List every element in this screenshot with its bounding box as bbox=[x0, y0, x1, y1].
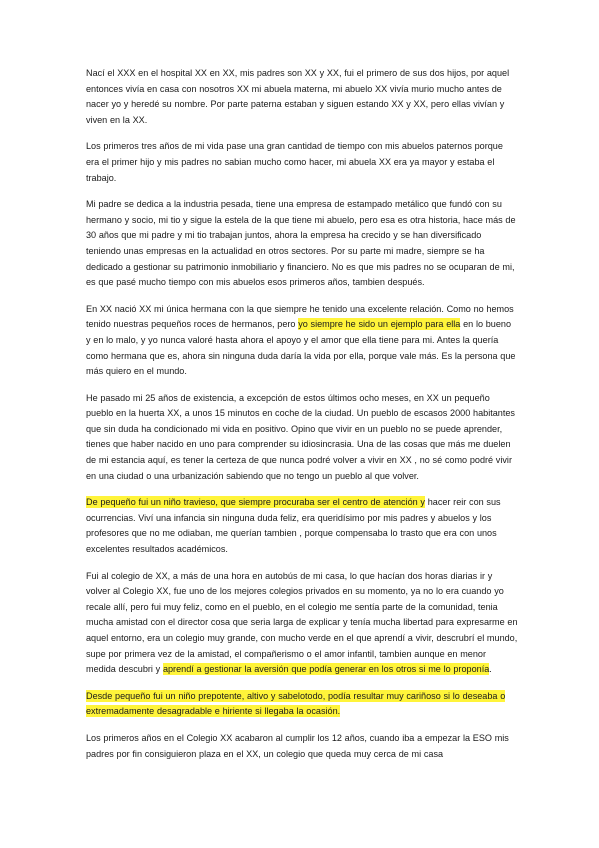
text-segment: Los primeros años en el Colegio XX acabaron al cumplir los 12 años, cuando iba a empezar la ESO mis padres por fin consiguieron plaza en el XX, un colegio que queda muy cerca de mi casa bbox=[86, 732, 509, 759]
highlighted-text: yo siempre he sido un ejemplo para ella bbox=[298, 319, 461, 330]
paragraph bbox=[86, 139, 518, 186]
text-segment: Fui al colegio de XX, a más de una hora en autobús de mi casa, lo que hacían dos horas diarias ir y volver al Colegio XX, fue uno de los mejores colegios privados en su momento, ya no lo era cuando yo recale allí, pero fui muy feliz, como en el pueblo, en el colegio me sentía parte de la comunidad, tenia mucha amistad con el director cosa que seria larga de explicar y tenía mucha libertad para expresarme en aquel entorno, era un colegio muy grande, con mucho verde en el que aprendí a vivir, descrubrí el mundo, supe por primera vez de la amistad, el compañerismo o el amor infantil, tambien aunque en menor medida descubri y bbox=[86, 570, 518, 675]
text-segment: Los primeros tres años de mi vida pase una gran cantidad de tiempo con mis abuelos paternos porque era el primer hijo y mis padres no sabian mucho como hacer, mi abuela XX era ya mayor y estaba el trabajo. bbox=[86, 141, 503, 183]
highlighted-text: Desde pequeño fui un niño prepotente, altivo y sabelotodo, podía resultar muy cariñoso si lo deseaba o extremadamente desagradable e hiriente si llegaba la ocasión. bbox=[86, 690, 506, 717]
paragraph bbox=[86, 689, 518, 720]
highlighted-text: De pequeño fui un niño travieso, que siempre procuraba ser el centro de atención y bbox=[86, 497, 425, 508]
text-segment: en lo bueno y en lo malo, y yo nunca valoré hasta ahora el apoyo y el amor que ella tiene para mi. Antes la quería como hermana que es, ahora sin ninguna duda daría la vida por ella, porque vale más. Es la persona que más quiero en el mundo. bbox=[86, 319, 516, 377]
paragraph bbox=[86, 731, 518, 762]
paragraph bbox=[86, 495, 518, 557]
paragraph bbox=[86, 197, 518, 291]
document-body bbox=[86, 66, 518, 773]
paragraph bbox=[86, 302, 518, 380]
highlighted-text: aprendí a gestionar la aversión que podía generar en los otros si me lo proponía bbox=[162, 664, 490, 675]
paragraph bbox=[86, 391, 518, 485]
text-segment: He pasado mi 25 años de existencia, a excepción de estos últimos ocho meses, en XX un pequeño pueblo en la huerta XX, a unos 15 minutos en coche de la ciudad. Un pueblo de escasos 2000 habitantes que sin duda ha condicionado mi vida en positivo. Opino que vivir en un pueblo no se puede aprender, tienes que haber nacido en uno para comprender su idiosincrasia. Una de las cosas que más me duelen de mi estancia aquí, es tener la certeza de que nunca podré volver a vivir en XX , no sé como podré vivir en una ciudad o una urbanización sabiendo que no tengo un pueblo al que volver. bbox=[86, 392, 515, 481]
paragraph bbox=[86, 66, 518, 128]
text-segment: En XX nació XX mi única hermana con la que siempre he tenido una excelente relación. Como no hemos tenido nuestras pequeños roces de hermanos, pero bbox=[86, 303, 514, 330]
text-segment: Nací el XXX en el hospital XX en XX, mis padres son XX y XX, fui el primero de sus dos hijos, por aquel entonces vivía en casa con nosotros XX mi abuela materna, mi abuelo XX vivía murio mucho antes de nacer yo y heredé su nombre. Por parte paterna estaban y siguen estando XX y XX, pero ellas vivían y viven en la XX. bbox=[86, 68, 510, 125]
text-segment: hacer reir con sus ocurrencias. Viví una infancia sin ninguna duda feliz, era queridísimo por mis padres y abuelos y los profesores que no me odiaban, me querían tambien , porque compensaba lo trasto que era con unos excelentes resultados académicos. bbox=[86, 497, 501, 555]
text-segment: Mi padre se dedica a la industria pesada, tiene una empresa de estampado metálico que fundó con su hermano y socio, mi tio y sigue la estela de la que tiene mi abuelo, pero esa es otra historia, hace más de 30 años que mi padre y mi tio trabajan juntos, ahora la empresa ha crecido y se han diversificado teniendo unas empresas en la actualidad en otros sectores. Por su parte mi madre, siempre se ha dedicado a gestionar su patrimonio inmobiliario y financiero. No es que mis padres no se ocuparan de mi, es que pasé mucho tiempo con mis abuelos esos primeros años, tambien después. bbox=[86, 199, 516, 288]
paragraph bbox=[86, 569, 518, 678]
text-segment: . bbox=[489, 664, 492, 675]
